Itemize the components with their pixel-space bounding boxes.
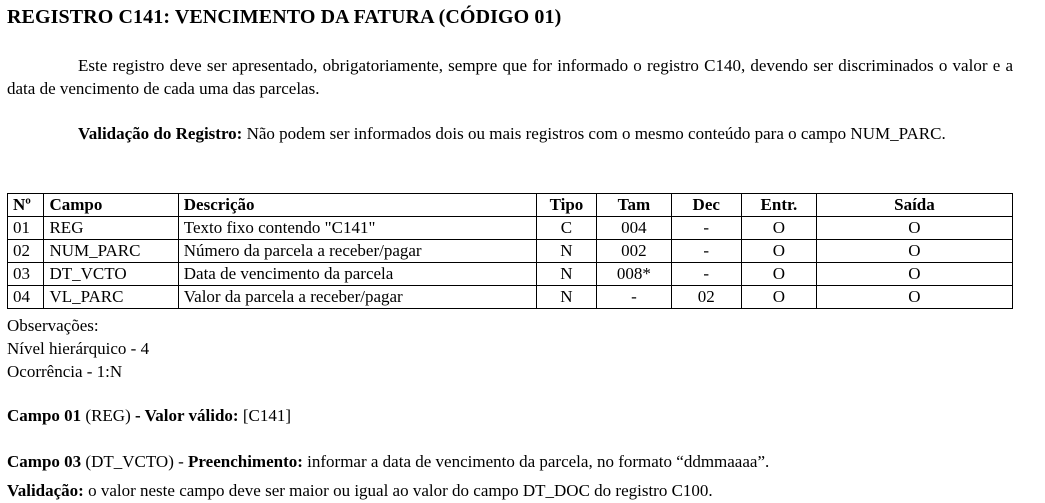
cell-tipo: N: [536, 263, 597, 286]
intro-paragraph: Este registro deve ser apresentado, obrigatoriamente, sempre que for informado o registro C140, devendo ser discriminados o valor e a data de vencimento de cada uma das parcelas.: [7, 56, 1013, 98]
header-saida: Saída: [816, 194, 1012, 217]
cell-tipo: C: [536, 217, 597, 240]
table-header-row: [8, 194, 1013, 217]
cell-descricao: Número da parcela a receber/pagar: [178, 240, 536, 263]
occurrence: Ocorrência - 1:N: [7, 362, 123, 381]
campo03-label: Campo 03: [7, 452, 82, 471]
cell-dec: -: [671, 263, 741, 286]
cell-saida: O: [816, 286, 1012, 309]
header-entr: Entr.: [741, 194, 816, 217]
record-validation-text: Não podem ser informados dois ou mais registros com o mesmo conteúdo para o campo NUM_PARC.: [242, 124, 946, 143]
record-validation-paragraph: [7, 123, 1013, 146]
header-tam: Tam: [597, 194, 671, 217]
cell-saida: O: [816, 263, 1012, 286]
cell-saida: O: [816, 240, 1012, 263]
campo01-label: Campo 01: [7, 406, 82, 425]
cell-descricao: Data de vencimento da parcela: [178, 263, 536, 286]
observations-label: Observações:: [7, 316, 99, 335]
fields-table: [7, 193, 1013, 309]
campo01-rule: [7, 405, 291, 428]
cell-dec: -: [671, 240, 741, 263]
cell-descricao: Texto fixo contendo "C141": [178, 217, 536, 240]
campo03-validation: [7, 480, 713, 503]
campo03-validation-label: Validação:: [7, 481, 84, 500]
cell-tipo: N: [536, 240, 597, 263]
header-no: Nº: [8, 194, 44, 217]
cell-campo: DT_VCTO: [44, 263, 178, 286]
cell-tipo: N: [536, 286, 597, 309]
campo03-rule-label: Preenchimento:: [188, 452, 303, 471]
cell-saida: O: [816, 217, 1012, 240]
page-title: REGISTRO C141: VENCIMENTO DA FATURA (CÓDIGO 01): [7, 6, 562, 28]
campo01-rule-text: [C141]: [238, 406, 291, 425]
observations-block: [7, 314, 149, 383]
campo03-code: (DT_VCTO) -: [81, 452, 189, 471]
cell-descricao: Valor da parcela a receber/pagar: [178, 286, 536, 309]
header-campo: Campo: [44, 194, 178, 217]
campo03-rule-text: informar a data de vencimento da parcela, no formato “ddmmaaaa”.: [302, 452, 770, 471]
record-validation-label: Validação do Registro:: [78, 124, 243, 143]
cell-dec: -: [671, 217, 741, 240]
table-row: [8, 263, 1013, 286]
table-row: [8, 217, 1013, 240]
cell-no: 02: [8, 240, 44, 263]
table-row: [8, 240, 1013, 263]
cell-campo: REG: [44, 217, 178, 240]
cell-no: 03: [8, 263, 44, 286]
cell-entr: O: [741, 286, 816, 309]
campo01-code: (REG): [81, 406, 135, 425]
cell-entr: O: [741, 217, 816, 240]
campo03-validation-text: o valor neste campo deve ser maior ou igual ao valor do campo DT_DOC do registro C100.: [83, 481, 713, 500]
campo01-rule-label: - Valor válido:: [134, 406, 239, 425]
cell-no: 04: [8, 286, 44, 309]
table-row: [8, 286, 1013, 309]
cell-campo: NUM_PARC: [44, 240, 178, 263]
cell-tam: 002: [597, 240, 671, 263]
header-descricao: Descrição: [178, 194, 536, 217]
header-dec: Dec: [671, 194, 741, 217]
cell-dec: 02: [671, 286, 741, 309]
cell-entr: O: [741, 263, 816, 286]
hierarchy-level: Nível hierárquico - 4: [7, 339, 150, 358]
cell-tam: 004: [597, 217, 671, 240]
cell-no: 01: [8, 217, 44, 240]
header-tipo: Tipo: [536, 194, 597, 217]
cell-entr: O: [741, 240, 816, 263]
cell-campo: VL_PARC: [44, 286, 178, 309]
campo03-rule: [7, 451, 769, 474]
cell-tam: -: [597, 286, 671, 309]
cell-tam: 008*: [597, 263, 671, 286]
